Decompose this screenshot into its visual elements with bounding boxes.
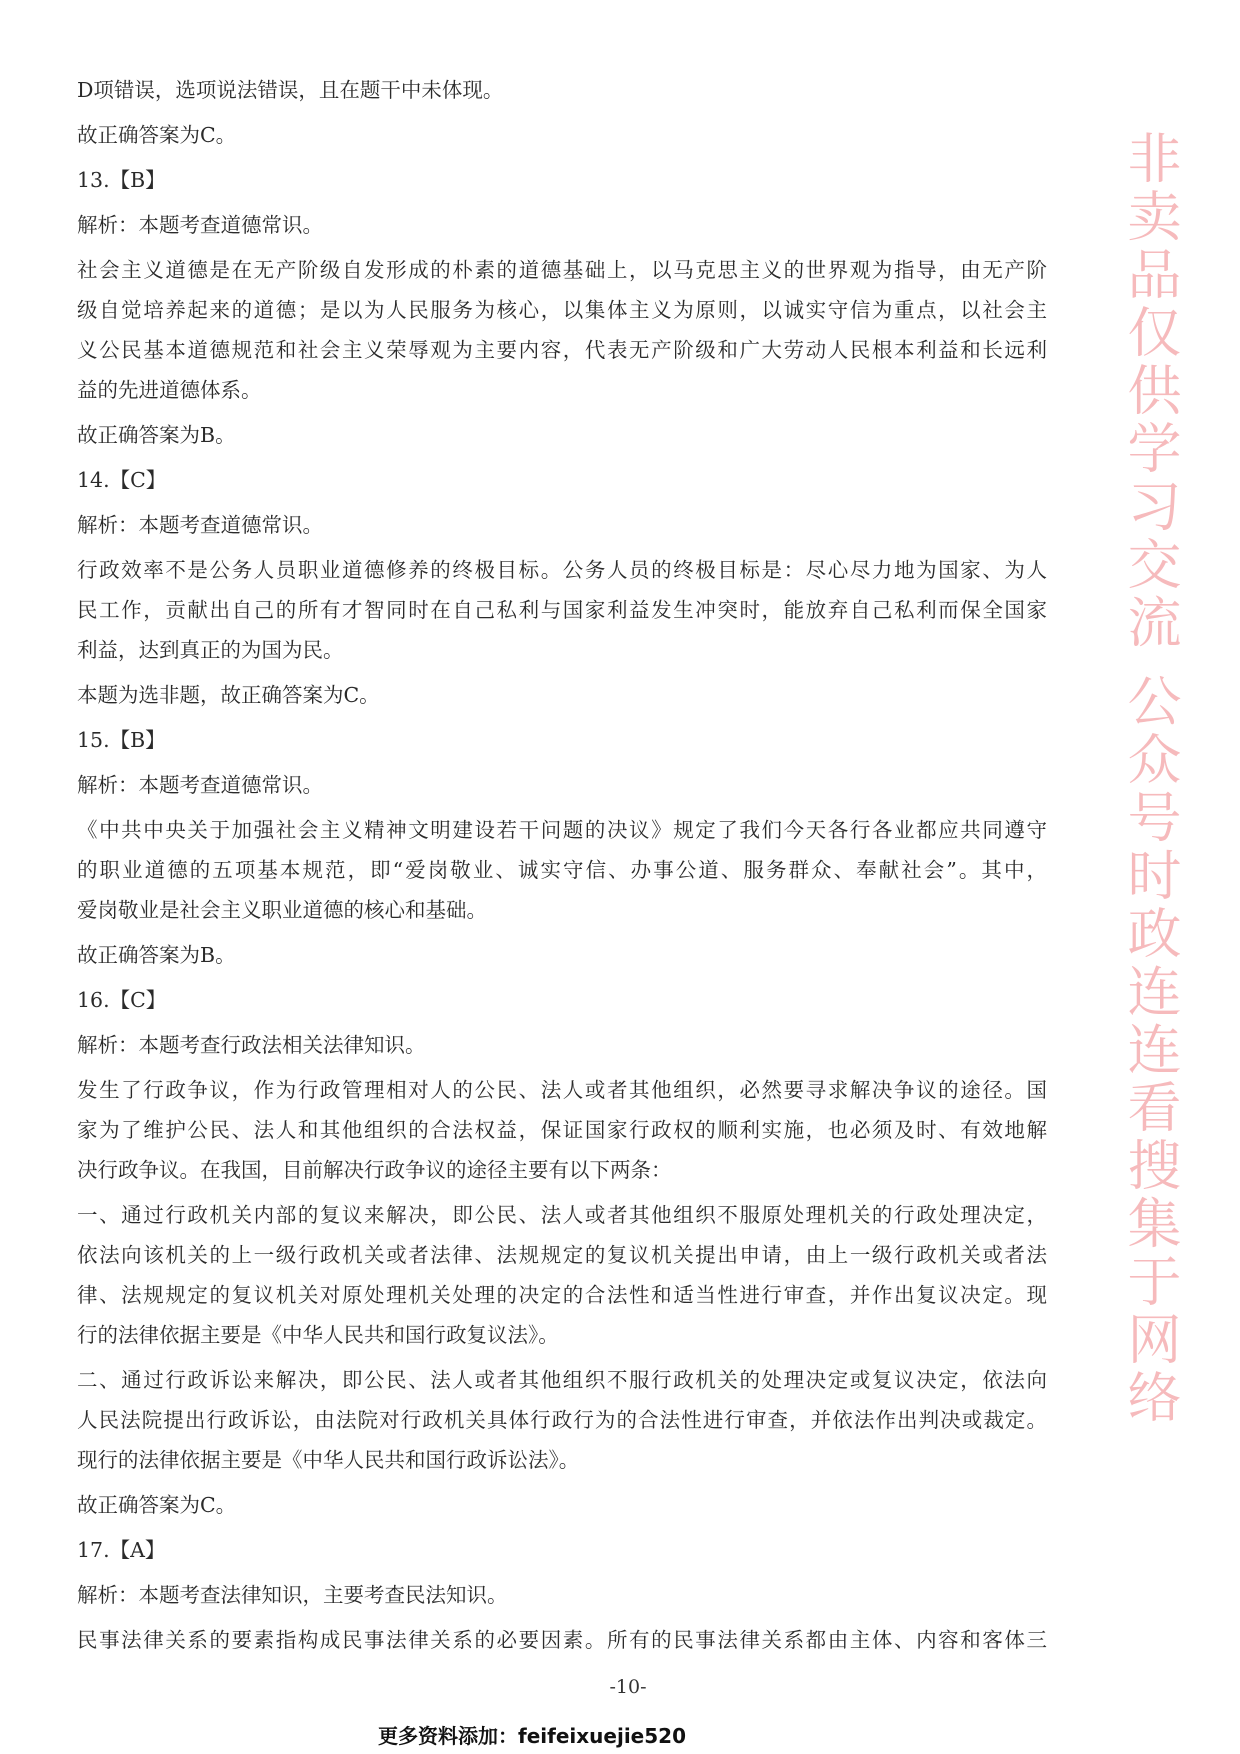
- text-line: 13.【B】: [77, 168, 166, 192]
- paragraph: [77, 765, 1047, 805]
- paragraph: [77, 980, 1047, 1020]
- paragraph: [77, 1025, 1047, 1065]
- watermark: 非卖品仅供学习交流 公众号时政连连看搜集于网络: [1119, 130, 1182, 1428]
- text-line: 家为了维护公民、法人和其他组织的合法权益，保证国家行政权的顺利实施，也必须及时、有效地解: [77, 1118, 1047, 1142]
- paragraph: [77, 205, 1047, 245]
- text-line: 级自觉培养起来的道德；是以为人民服务为核心，以集体主义为原则，以诚实守信为重点，以社会主: [77, 298, 1047, 322]
- paragraph: [77, 935, 1047, 975]
- text-line: 益的先进道德体系。: [77, 378, 262, 402]
- paragraph: [77, 70, 1047, 110]
- text-line: 一、通过行政机关内部的复议来解决，即公民、法人或者其他组织不服原处理机关的行政处理决定，: [77, 1203, 1047, 1227]
- paragraph: [77, 415, 1047, 455]
- text-line: 二、通过行政诉讼来解决，即公民、法人或者其他组织不服行政机关的处理决定或复议决定，依法向: [77, 1368, 1047, 1392]
- text-line: 决行政争议。在我国，目前解决行政争议的途径主要有以下两条：: [77, 1158, 672, 1182]
- paragraph: [77, 1360, 1047, 1480]
- text-line: 发生了行政争议，作为行政管理相对人的公民、法人或者其他组织，必然要寻求解决争议的途径。国: [77, 1078, 1047, 1102]
- text-line: 15.【B】: [77, 728, 166, 752]
- text-line: 义公民基本道德规范和社会主义荣辱观为主要内容，代表无产阶级和广大劳动人民根本利益和长远利: [77, 338, 1047, 362]
- text-line: 故正确答案为B。: [77, 423, 236, 447]
- text-line: 民工作，贡献出自己的所有才智同时在自己私利与国家利益发生冲突时，能放弃自己私利而保全国家: [77, 598, 1047, 622]
- paragraph: [77, 810, 1047, 930]
- text-line: 爱岗敬业是社会主义职业道德的核心和基础。: [77, 898, 487, 922]
- text-line: 民事法律关系的要素指构成民事法律关系的必要因素。所有的民事法律关系都由主体、内容和客体三: [77, 1628, 1047, 1652]
- paragraph: [77, 1070, 1047, 1190]
- text-line: 律、法规规定的复议机关对原处理机关处理的决定的合法性和适当性进行审查，并作出复议决定。现: [77, 1283, 1047, 1307]
- text-line: 社会主义道德是在无产阶级自发形成的朴素的道德基础上，以马克思主义的世界观为指导，由无产阶: [77, 258, 1047, 282]
- paragraph: [77, 1575, 1047, 1615]
- paragraph: [77, 1485, 1047, 1525]
- text-line: 故正确答案为C。: [77, 123, 237, 147]
- paragraph: [77, 675, 1047, 715]
- paragraph: [77, 160, 1047, 200]
- page-number: -10-: [609, 1676, 647, 1698]
- text-line: 现行的法律依据主要是《中华人民共和国行政诉讼法》。: [77, 1448, 580, 1472]
- paragraph: [77, 115, 1047, 155]
- text-line: 解析：本题考查道德常识。: [77, 773, 323, 797]
- text-line: 解析：本题考查法律知识，主要考查民法知识。: [77, 1583, 508, 1607]
- text-line: 16.【C】: [77, 988, 167, 1012]
- text-line: 14.【C】: [77, 468, 167, 492]
- text-line: 利益，达到真正的为国为民。: [77, 638, 344, 662]
- text-line: 的职业道德的五项基本规范，即“爱岗敬业、诚实守信、办事公道、服务群众、奉献社会”。其中，: [77, 858, 1047, 882]
- text-line: 解析：本题考查道德常识。: [77, 213, 323, 237]
- paragraph: [77, 720, 1047, 760]
- document-body: [77, 70, 1047, 1660]
- text-line: 解析：本题考查道德常识。: [77, 513, 323, 537]
- paragraph: [77, 250, 1047, 410]
- footer-contact-note: 更多资料添加：feifeixuejie520: [378, 1724, 686, 1748]
- text-line: 《中共中央关于加强社会主义精神文明建设若干问题的决议》规定了我们今天各行各业都应共同遵守: [77, 818, 1047, 842]
- text-line: 故正确答案为B。: [77, 943, 236, 967]
- text-line: 人民法院提出行政诉讼，由法院对行政机关具体行政行为的合法性进行审查，并依法作出判决或裁定。: [77, 1408, 1047, 1432]
- text-line: 依法向该机关的上一级行政机关或者法律、法规规定的复议机关提出申请，由上一级行政机关或者法: [77, 1243, 1047, 1267]
- text-line: 行政效率不是公务人员职业道德修养的终极目标。公务人员的终极目标是：尽心尽力地为国家、为人: [77, 558, 1047, 582]
- text-line: 17.【A】: [77, 1538, 166, 1562]
- paragraph: [77, 1620, 1047, 1660]
- paragraph: [77, 460, 1047, 500]
- paragraph: [77, 1530, 1047, 1570]
- paragraph: [77, 505, 1047, 545]
- paragraph: [77, 1195, 1047, 1355]
- text-line: 本题为选非题，故正确答案为C。: [77, 683, 380, 707]
- text-line: D项错误，选项说法错误，且在题干中未体现。: [77, 78, 504, 102]
- text-line: 行的法律依据主要是《中华人民共和国行政复议法》。: [77, 1323, 559, 1347]
- paragraph: [77, 550, 1047, 670]
- text-line: 解析：本题考查行政法相关法律知识。: [77, 1033, 426, 1057]
- text-line: 故正确答案为C。: [77, 1493, 237, 1517]
